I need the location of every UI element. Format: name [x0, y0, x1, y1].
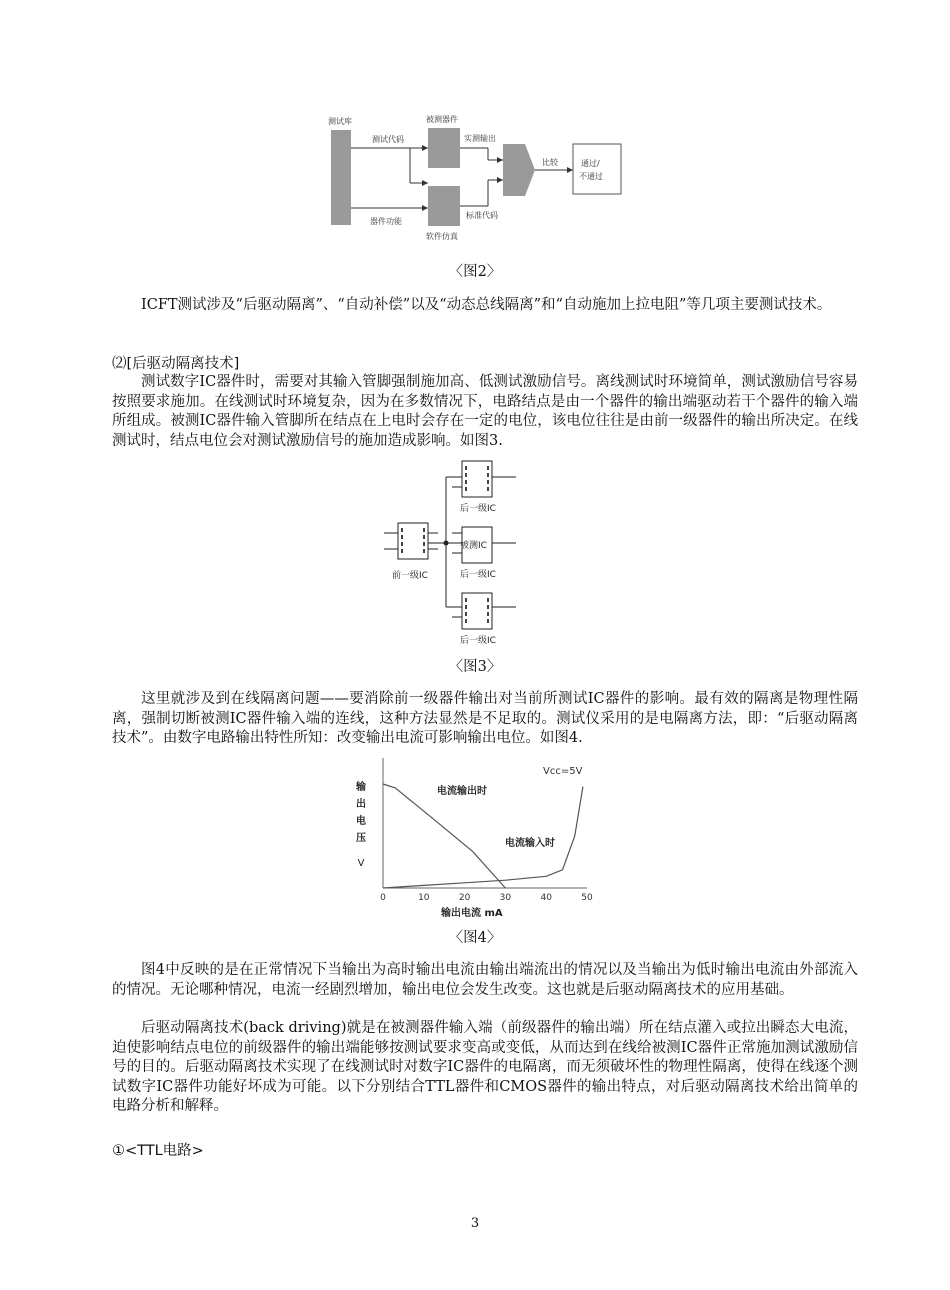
- ttl-heading: ①<TTL电路>: [112, 1143, 204, 1159]
- x-axis-label: 输出电流 mA: [441, 908, 503, 919]
- page-number: 3: [470, 1216, 480, 1231]
- dut-ic-label: 被测IC: [460, 541, 487, 551]
- circuit-node: [444, 541, 449, 546]
- next-ic-mid-label: 后一级IC: [460, 570, 496, 580]
- figure4-caption: 〈图4〉: [448, 930, 502, 946]
- figure2-block-diagram: [320, 108, 630, 248]
- pass-fail-label-2: 不通过: [579, 172, 603, 181]
- pass-fail-label-1: 通过/: [581, 159, 600, 168]
- software-sim-label: 软件仿真: [426, 232, 458, 241]
- prev-ic-label: 前一级IC: [392, 571, 428, 581]
- vcc-annotation: Vcc=5V: [543, 766, 583, 777]
- x-tick-label: 20: [458, 893, 471, 903]
- test-library-block: [331, 130, 351, 225]
- y-axis-label-char: 压: [356, 833, 366, 844]
- x-tick-label: 40: [540, 893, 552, 903]
- figure3-caption: 〈图3〉: [448, 659, 502, 675]
- section2-paragraph: 测试数字IC器件时，需要对其输入管脚强制施加高、低测试激励信号。离线测试时环境简单，测试激励信号容易按照要求施加。在线测试时环境复杂，因为在多数情况下，电路结点是由一个器件的输出端驱动若干个器件的输入端所组成。被测IC器件输入管脚所在结点在上电时会存在一定的电位，该电位往往是由前一级器件的输出所决定。在线测试时，结点电位会对测试激励信号的施加造成影响。如图3.: [112, 374, 858, 449]
- dut-label: 被测器件: [426, 115, 458, 124]
- x-tick-label: 50: [581, 893, 593, 903]
- series-label-output: 电流输出时: [437, 786, 487, 797]
- x-tick-label: 30: [499, 893, 512, 903]
- y-axis-label-char: V: [357, 858, 365, 869]
- isolation-paragraph: 这里就涉及到在线隔离问题——要消除前一级器件输出对当前所测试IC器件的影响。最有效的隔离是物理性隔离，强制切断被测IC器件输入端的连线，这种方法显然是不足取的。测试仪采用的是电隔离方法，即：“后驱动隔离技术”。由数字电路输出特性所知：改变输出电流可影响输出电位。如图4.: [112, 691, 858, 746]
- standard-code-label: 标准代码: [466, 211, 498, 220]
- dut-block: [428, 128, 460, 168]
- figure2-caption: 〈图2〉: [448, 264, 502, 280]
- figure4-chart: [345, 752, 595, 924]
- y-axis-label-char: 电: [356, 816, 366, 827]
- backdrive-paragraph: 后驱动隔离技术(back driving)就是在被测器件输入端（前级器件的输出端）所在结点灌入或拉出瞬态大电流，迫使影响结点电位的前级器件的输出端能够按测试要求变高或变低，从而达到在线给被测IC器件正常施加测试激励信号的目的。后驱动隔离技术实现了在线测试时对数字IC器件的电隔离，而无须破坏性的物理性隔离，使得在线逐个测试数字IC器件功能好坏成为可能。以下分别结合TTL器件和CMOS器件的输出特点，对后驱动隔离技术给出简单的电路分析和解释。: [112, 1020, 858, 1114]
- x-tick-label: 10: [418, 893, 430, 903]
- next-ic-top-label: 后一级IC: [460, 504, 496, 514]
- figure4-paragraph: 图4中反映的是在正常情况下当输出为高时输出电流由输出端流出的情况以及当输出为低时输出电流由外部流入的情况。无论哪种情况，电流一经剧烈增加，输出电位会发生改变。这也就是后驱动隔离技术的应用基础。: [112, 962, 858, 998]
- next-ic-bottom-label: 后一级IC: [460, 636, 496, 646]
- pass-fail-box: [573, 144, 621, 194]
- compare-label: 比较: [542, 158, 558, 167]
- x-tick-label: 0: [380, 893, 386, 903]
- device-function-label: 器件功能: [370, 217, 402, 226]
- intro-paragraph: ICFT测试涉及“后驱动隔离”、“自动补偿”以及“动态总线隔离”和“自动施加上拉电阻”等几项主要测试技术。: [141, 297, 832, 313]
- test-code-label: 测试代码: [372, 135, 404, 144]
- section2-heading: ⑵[后驱动隔离技术]: [112, 356, 240, 372]
- actual-output-label: 实测输出: [464, 134, 496, 143]
- series-label-input: 电流输入时: [505, 838, 555, 849]
- test-library-label: 测试库: [328, 117, 352, 126]
- software-sim-block: [428, 186, 460, 226]
- y-axis-label-char: 输: [356, 782, 366, 793]
- y-axis-label-char: 出: [356, 799, 366, 810]
- figure3-circuit-diagram: [380, 455, 530, 650]
